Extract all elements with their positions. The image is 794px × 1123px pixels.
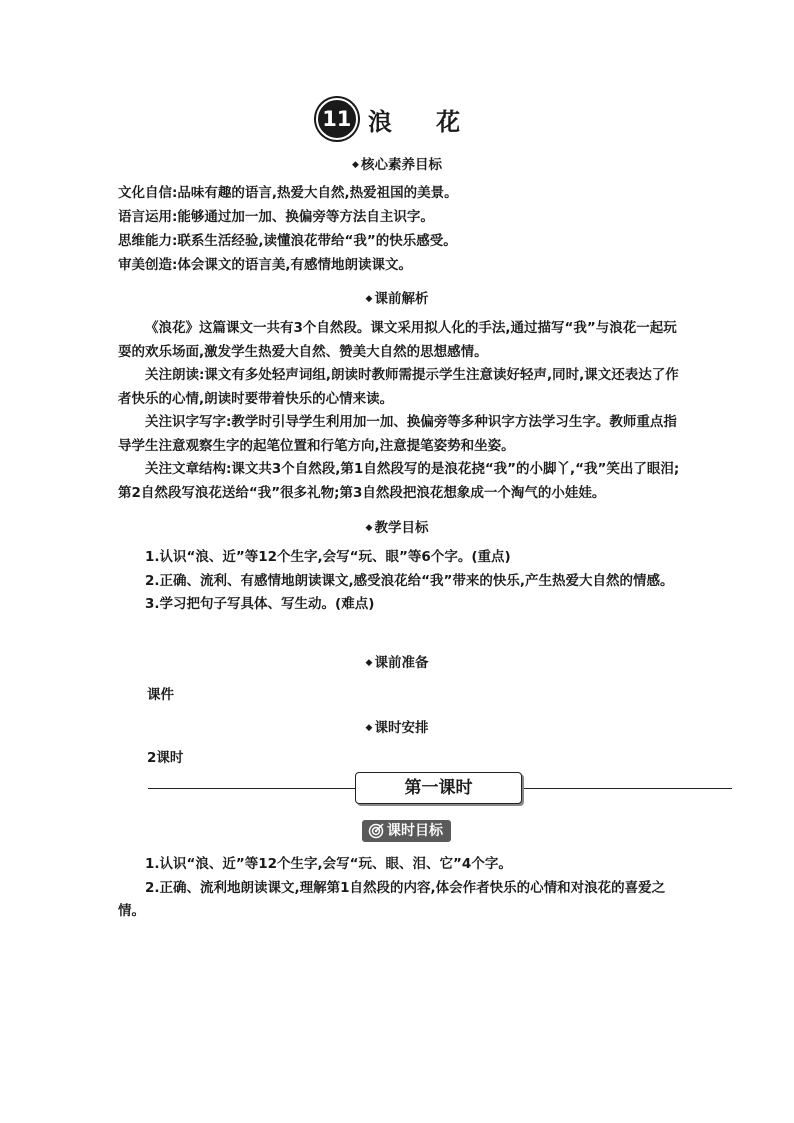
analysis-paragraph: 《浪花》这篇课文一共有3个自然段。课文采用拟人化的手法,通过描写“我”与浪花一起玩耍的欢乐场面,激发学生热爱大自然、赞美大自然的思想感情。 [118, 320, 677, 360]
preparation-heading: ◆ 课前准备 [365, 655, 429, 671]
lesson-header [0, 98, 794, 140]
core-goal-item: 文化自信:品味有趣的语言,热爱大自然,热爱祖国的美景。 [118, 185, 458, 201]
analysis-paragraph: 关注文章结构:课文共3个自然段,第1自然段写的是浪花挠“我”的小脚丫,“我”笑出了眼泪;第2自然段写浪花送给“我”很多礼物;第3自然段把浪花想象成一个淘气的小娃娃。 [118, 461, 680, 501]
teaching-goal-item: 2.正确、流利、有感情地朗读课文,感受浪花给“我”带来的快乐,产生热爱大自然的情感。 [145, 572, 674, 589]
core-goals-heading: ◆ 核心素养目标 [352, 157, 442, 173]
preparation-content: 课件 [147, 687, 174, 703]
period-goal-item: 2.正确、流利地朗读课文,理解第1自然段的内容,体会作者快乐的心情和对浪花的喜爱之情。 [118, 879, 666, 919]
schedule-heading: ◆ 课时安排 [365, 720, 429, 736]
lesson-number-badge: 11 [316, 98, 358, 140]
core-goal-item: 语言运用:能够通过加一加、换偏旁等方法自主识字。 [118, 209, 434, 225]
target-icon [368, 823, 384, 839]
diamond-icon: ◆ [365, 523, 373, 533]
diamond-icon: ◆ [352, 160, 359, 170]
teaching-goal-item: 1.认识“浪、近”等12个生字,会写“玩、眼”等6个字。(重点) [145, 549, 511, 565]
divider-right [520, 788, 732, 789]
divider-left [148, 788, 355, 789]
period-goal-item: 1.认识“浪、近”等12个生字,会写“玩、眼、泪、它”4个字。 [145, 856, 512, 872]
schedule-content: 2课时 [147, 750, 184, 766]
period-goals-body [118, 853, 690, 924]
period-title-box: 第一课时 [355, 772, 522, 804]
diamond-icon: ◆ [365, 294, 373, 304]
core-goal-item: 审美创造:体会课文的语言美,有感情地朗读课文。 [118, 257, 413, 273]
teaching-goals-body [118, 546, 690, 617]
period-goals-badge [362, 820, 451, 842]
analysis-paragraph: 关注朗读:课文有多处轻声词组,朗读时教师需提示学生注意读好轻声,同时,课文还表达了作者快乐的心情,朗读时要带着快乐的心情来读。 [118, 367, 679, 407]
teaching-goal-item: 3.学习把句子写具体、写生动。(难点) [145, 596, 375, 612]
core-goal-item: 思维能力:联系生活经验,读懂浪花带给“我”的快乐感受。 [118, 233, 457, 249]
diamond-icon: ◆ [365, 723, 373, 733]
pre-analysis-heading: ◆ 课前解析 [365, 291, 429, 307]
period-goals-label: 课时目标 [387, 823, 443, 839]
teaching-goals-heading: ◆ 教学目标 [365, 520, 429, 536]
diamond-icon: ◆ [365, 658, 373, 668]
analysis-paragraph: 关注识字写字:教学时引导学生利用加一加、换偏旁等多种识字方法学习生字。教师重点指导学生注意观察生字的起笔位置和行笔方向,注意提笔姿势和坐姿。 [118, 414, 677, 454]
lesson-title: 浪 花 [367, 107, 479, 136]
pre-analysis-body [118, 317, 690, 505]
